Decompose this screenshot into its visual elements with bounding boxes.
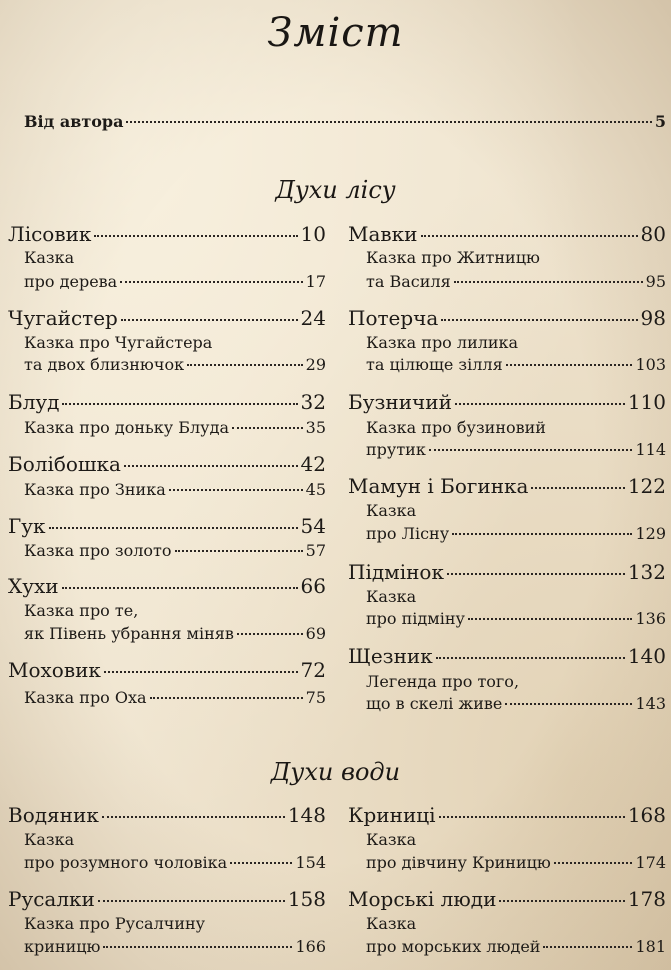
leader-dots bbox=[441, 319, 637, 321]
toc-subentry-line: Казка bbox=[366, 501, 417, 520]
toc-entry-label: Підмінок bbox=[348, 560, 444, 584]
leader-dots bbox=[543, 946, 632, 948]
leader-dots bbox=[49, 527, 298, 529]
toc-subentry-line: Казка bbox=[366, 587, 417, 606]
page-number: 129 bbox=[635, 524, 666, 543]
toc-entry-label: Моховик bbox=[8, 658, 101, 682]
leader-dots bbox=[455, 403, 625, 405]
leader-dots bbox=[506, 364, 633, 366]
toc-entry bbox=[8, 803, 326, 827]
toc-entry-label: Мавки bbox=[348, 222, 418, 246]
toc-subentry-line: Казка про Чугайстера bbox=[24, 333, 213, 352]
leader-dots bbox=[436, 657, 625, 659]
leader-dots bbox=[175, 550, 303, 552]
toc-entry-label: Потерча bbox=[348, 306, 439, 330]
page-number: 95 bbox=[645, 272, 666, 291]
toc-entry-label: Чугайстер bbox=[8, 306, 118, 330]
leader-dots bbox=[121, 319, 298, 321]
section-title: Духи лісу bbox=[275, 176, 396, 204]
toc-entry-label: Блуд bbox=[8, 390, 60, 414]
toc-entry-label: про дівчину Криницю bbox=[366, 853, 551, 872]
toc-entry bbox=[8, 452, 326, 476]
toc-subentry bbox=[24, 688, 326, 707]
toc-entry bbox=[348, 644, 666, 668]
section-title: Духи води bbox=[270, 758, 401, 786]
toc-subentry bbox=[24, 480, 326, 499]
page-number: 54 bbox=[300, 514, 326, 538]
leader-dots bbox=[232, 427, 303, 429]
toc-subentry bbox=[366, 524, 666, 543]
toc-entry-label: криницю bbox=[24, 937, 101, 956]
toc-entry-label: про Лісну bbox=[366, 524, 450, 543]
page-number: 122 bbox=[627, 474, 666, 498]
leader-dots bbox=[468, 618, 633, 620]
toc-entry bbox=[348, 560, 666, 584]
page-number: 72 bbox=[300, 658, 326, 682]
page-number: 57 bbox=[305, 541, 326, 560]
toc-entry bbox=[348, 474, 666, 498]
toc-entry-label: Гук bbox=[8, 514, 46, 538]
page-number: 143 bbox=[635, 694, 666, 713]
leader-dots bbox=[421, 235, 638, 237]
toc-entry bbox=[8, 658, 326, 682]
toc-entry-label: Криниці bbox=[348, 803, 436, 827]
toc-subentry-line: Казка про те, bbox=[24, 601, 139, 620]
page-number: 178 bbox=[627, 887, 666, 911]
toc-subentry-line: Казка про Житницю bbox=[366, 248, 540, 267]
toc-subentry bbox=[24, 272, 326, 291]
toc-subentry bbox=[366, 609, 666, 628]
toc-entry bbox=[8, 222, 326, 246]
page-number: 42 bbox=[300, 452, 326, 476]
toc-subentry-line: Казка bbox=[24, 248, 75, 267]
toc-subentry-line: Казка bbox=[24, 830, 75, 849]
toc-entry-label: Хухи bbox=[8, 574, 59, 598]
page-number: 166 bbox=[295, 937, 326, 956]
page-number: 103 bbox=[635, 355, 666, 374]
leader-dots bbox=[126, 121, 651, 123]
toc-subentry-line: Казка про бузиновий bbox=[366, 418, 546, 437]
toc-subentry bbox=[366, 355, 666, 374]
page-number: 140 bbox=[627, 644, 666, 668]
page-number: 10 bbox=[300, 222, 326, 246]
toc-entry-label: Русалки bbox=[8, 887, 95, 911]
toc-intro bbox=[24, 112, 666, 131]
toc-subentry-line: Легенда про того, bbox=[366, 672, 520, 691]
toc-subentry-line: Казка bbox=[366, 914, 417, 933]
toc-subentry bbox=[366, 937, 666, 956]
toc-entry-label: як Півень убрання міняв bbox=[24, 624, 234, 643]
toc-entry-label: Морські люди bbox=[348, 887, 497, 911]
toc-entry-label: Водяник bbox=[8, 803, 99, 827]
page-number: 168 bbox=[627, 803, 666, 827]
leader-dots bbox=[124, 465, 298, 467]
page-number: 98 bbox=[640, 306, 666, 330]
toc-entry bbox=[348, 222, 666, 246]
toc-entry-label: Від автора bbox=[24, 112, 124, 131]
toc-subentry-line: Казка про Русалчину bbox=[24, 914, 206, 933]
toc-subentry bbox=[366, 694, 666, 713]
toc-entry-label: Бузничий bbox=[348, 390, 452, 414]
page-number: 114 bbox=[635, 440, 666, 459]
leader-dots bbox=[150, 697, 303, 699]
toc-entry-label: та цілюще зілля bbox=[366, 355, 503, 374]
page-number: 132 bbox=[627, 560, 666, 584]
toc-entry-label: про морських людей bbox=[366, 937, 541, 956]
page-number: 174 bbox=[635, 853, 666, 872]
page-number: 66 bbox=[300, 574, 326, 598]
toc-entry-label: Болібошка bbox=[8, 452, 121, 476]
toc-subentry-line: Казка про лилика bbox=[366, 333, 519, 352]
toc-entry bbox=[8, 390, 326, 414]
toc-subentry-line: Казка bbox=[366, 830, 417, 849]
page-number: 45 bbox=[305, 480, 326, 499]
toc-entry-label: що в скелі живе bbox=[366, 694, 503, 713]
toc-subentry bbox=[24, 541, 326, 560]
leader-dots bbox=[531, 487, 624, 489]
leader-dots bbox=[62, 403, 297, 405]
toc-entry-label: про розумного чоловіка bbox=[24, 853, 228, 872]
toc-entry-label: Мамун і Богинка bbox=[348, 474, 529, 498]
page-number: 75 bbox=[305, 688, 326, 707]
toc-entry bbox=[8, 306, 326, 330]
toc-entry-label: Щезник bbox=[348, 644, 433, 668]
page-number: 136 bbox=[635, 609, 666, 628]
toc-entry bbox=[8, 887, 326, 911]
leader-dots bbox=[103, 946, 292, 948]
page-number: 148 bbox=[287, 803, 326, 827]
page-number: 69 bbox=[305, 624, 326, 643]
page-number: 32 bbox=[300, 390, 326, 414]
toc-entry bbox=[348, 887, 666, 911]
toc-entry bbox=[348, 803, 666, 827]
leader-dots bbox=[439, 816, 625, 818]
toc-subentry bbox=[24, 418, 326, 437]
page-number: 158 bbox=[287, 887, 326, 911]
toc-subentry bbox=[24, 853, 326, 872]
toc-subentry bbox=[24, 355, 326, 374]
toc-entry-label: Казка про Оха bbox=[24, 688, 147, 707]
leader-dots bbox=[454, 281, 643, 283]
leader-dots bbox=[505, 703, 632, 705]
page-number: 181 bbox=[635, 937, 666, 956]
toc-entry bbox=[348, 306, 666, 330]
leader-dots bbox=[98, 900, 285, 902]
leader-dots bbox=[169, 489, 303, 491]
page-number: 154 bbox=[295, 853, 326, 872]
toc-entry-label: про дерева bbox=[24, 272, 118, 291]
toc-subentry bbox=[24, 624, 326, 643]
page-number: 5 bbox=[654, 112, 666, 131]
toc-entry-label: Казка про золото bbox=[24, 541, 172, 560]
leader-dots bbox=[62, 587, 298, 589]
toc-entry-label: та двох близнючок bbox=[24, 355, 185, 374]
toc-subentry bbox=[24, 937, 326, 956]
toc-entry-label: про підміну bbox=[366, 609, 465, 628]
toc-entry-label: прутик bbox=[366, 440, 426, 459]
page-number: 110 bbox=[627, 390, 666, 414]
leader-dots bbox=[452, 533, 632, 535]
leader-dots bbox=[94, 235, 297, 237]
toc-entry bbox=[348, 390, 666, 414]
leader-dots bbox=[237, 633, 303, 635]
toc-entry-label: Лісовик bbox=[8, 222, 92, 246]
page-number: 17 bbox=[305, 272, 326, 291]
toc-subentry bbox=[366, 272, 666, 291]
leader-dots bbox=[187, 364, 303, 366]
toc-subentry bbox=[366, 853, 666, 872]
page-title: Зміст bbox=[267, 10, 404, 56]
leader-dots bbox=[554, 862, 633, 864]
page-number: 35 bbox=[305, 418, 326, 437]
leader-dots bbox=[102, 816, 285, 818]
toc-entry bbox=[8, 514, 326, 538]
toc-entry-label: та Василя bbox=[366, 272, 451, 291]
toc-subentry bbox=[366, 440, 666, 459]
toc-entry-label: Казка про Зника bbox=[24, 480, 166, 499]
leader-dots bbox=[120, 281, 302, 283]
page-number: 24 bbox=[300, 306, 326, 330]
leader-dots bbox=[230, 862, 292, 864]
leader-dots bbox=[447, 573, 625, 575]
toc-entry bbox=[8, 574, 326, 598]
leader-dots bbox=[429, 449, 633, 451]
page-number: 29 bbox=[305, 355, 326, 374]
toc-entry-label: Казка про доньку Блуда bbox=[24, 418, 229, 437]
leader-dots bbox=[499, 900, 624, 902]
leader-dots bbox=[104, 671, 298, 673]
page-number: 80 bbox=[640, 222, 666, 246]
